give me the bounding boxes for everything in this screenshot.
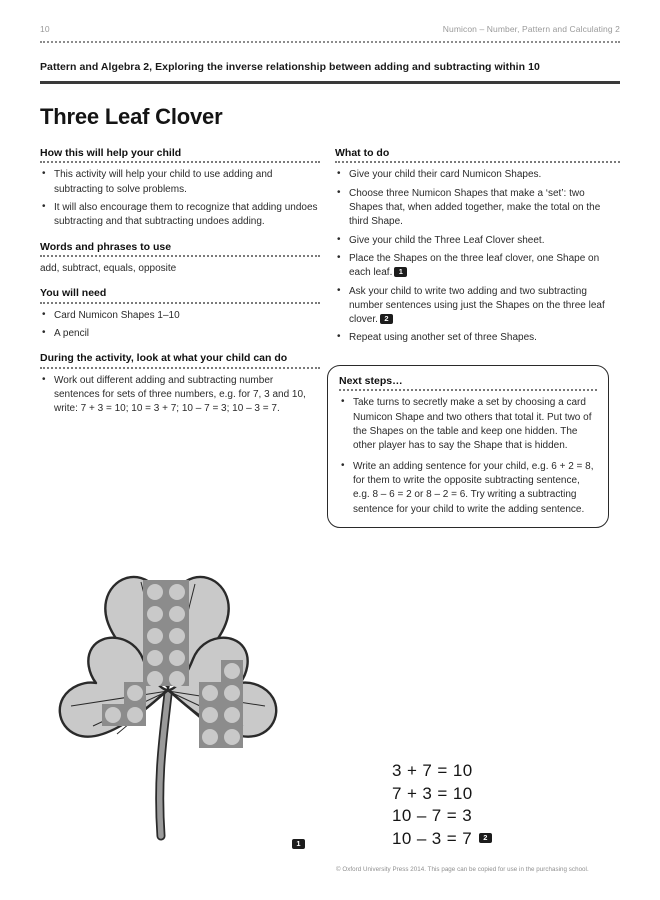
list-item-text: Ask your child to write two adding and two subtracting number sentences using just the Shapes on the three leaf clover. [349, 285, 605, 326]
page-subtitle: Pattern and Algebra 2, Exploring the inverse relationship between adding and subtracting within 10 [40, 61, 540, 73]
numicon-shape-10 [143, 580, 189, 687]
heading-dotted-rule [40, 161, 320, 163]
subtitle-rule [40, 81, 620, 84]
list-item: • It will also encourage them to recognize that adding undoes subtracting and that subtracting undoes adding. [40, 201, 320, 230]
section-heading: You will need [40, 287, 107, 300]
list-item: • Take turns to secretly make a set by choosing a card Numicon Shape and two others that total it. Put two of the Shapes on the table and keep one hidden. The other player has to say the Shape that is hidden. [339, 396, 597, 453]
section-heading: How this will help your child [40, 147, 182, 159]
help-list [40, 168, 320, 229]
next-steps-list [339, 396, 597, 516]
illustration-badge: 1 [292, 839, 305, 849]
section-heading: Words and phrases to use [40, 240, 172, 253]
what-to-do-list [335, 168, 620, 345]
equation-line: 10 – 7 = 3 [392, 806, 473, 826]
equation-line: 7 + 3 = 10 [392, 783, 473, 803]
equations-block [392, 760, 492, 850]
list-item: • This activity will help your child to use adding and subtracting to solve problems. [40, 168, 320, 197]
equation-line-wrapper [392, 828, 492, 851]
section-heading: During the activity, look at what your child can do [40, 352, 288, 365]
clover-illustration [55, 558, 305, 863]
list-item-text: Repeat using another set of three Shapes. [349, 332, 537, 344]
page-header [40, 24, 620, 34]
list-item-text: Give your child the Three Leaf Clover sheet. [349, 234, 545, 246]
heading-dotted-rule [339, 389, 597, 391]
equation-line: 10 – 3 = 7 [392, 828, 473, 848]
list-item: • A pencil [40, 327, 320, 341]
list-item [335, 234, 620, 248]
footer-copyright: © Oxford University Press 2014. This page can be copied for use in the purchasing school. [336, 866, 589, 873]
section-heading: What to do [335, 147, 390, 159]
section-heading: Next steps… [339, 375, 403, 387]
need-list [40, 309, 320, 342]
section-you-will-need [40, 287, 320, 341]
list-item-text: Give your child their card Numicon Shapes. [349, 169, 542, 181]
equation-line: 3 + 7 = 10 [392, 761, 473, 780]
header-page-number: 10 [40, 24, 50, 34]
heading-dotted-rule [40, 367, 320, 369]
list-item: • Write an adding sentence for your child, e.g. 6 + 2 = 8, for them to write the opposite subtracting sentence, e.g. 8 – 6 = 2 or 8 – 2 = 6. Try writing a subtracting sentence for your child to write the adding sentence. [339, 460, 597, 517]
page-title: Three Leaf Clover [40, 104, 223, 129]
step-badge: 1 [394, 267, 407, 277]
during-list [40, 374, 320, 417]
heading-dotted-rule [335, 161, 620, 163]
list-item [335, 187, 620, 230]
left-column [40, 147, 320, 428]
list-item [335, 168, 620, 182]
section-what-to-do [335, 147, 620, 346]
section-how-this-will-help [40, 147, 320, 230]
clover-svg [55, 558, 305, 858]
header-dotted-rule [40, 41, 620, 45]
list-item [335, 252, 620, 281]
heading-dotted-rule [40, 255, 320, 257]
next-steps-box [327, 365, 609, 528]
step-badge: 2 [380, 314, 393, 324]
section-words-and-phrases [40, 241, 320, 277]
list-item: • Card Numicon Shapes 1–10 [40, 309, 320, 323]
section-during-the-activity [40, 352, 320, 416]
heading-dotted-rule [40, 302, 320, 304]
list-item [335, 285, 620, 328]
list-item-text: Choose three Numicon Shapes that make a ‘set’: two Shapes that, when added together, make the total on the third Shape. [349, 187, 601, 228]
list-item: • Work out different adding and subtracting number sentences for sets of three numbers, e.g. for 7, 3 and 10, write: 7 + 3 = 10; 10 = 3 + 7; 10 – 7 = 3; 10 – 3 = 7. [40, 374, 320, 417]
equations-badge: 2 [479, 833, 492, 843]
right-column [335, 147, 620, 357]
list-item-text: Place the Shapes on the three leaf clover, one Shape on each leaf. [349, 252, 600, 279]
list-item [335, 331, 620, 345]
header-book-title: Numicon – Number, Pattern and Calculating 2 [442, 24, 620, 34]
words-text: add, subtract, equals, opposite [40, 263, 177, 275]
